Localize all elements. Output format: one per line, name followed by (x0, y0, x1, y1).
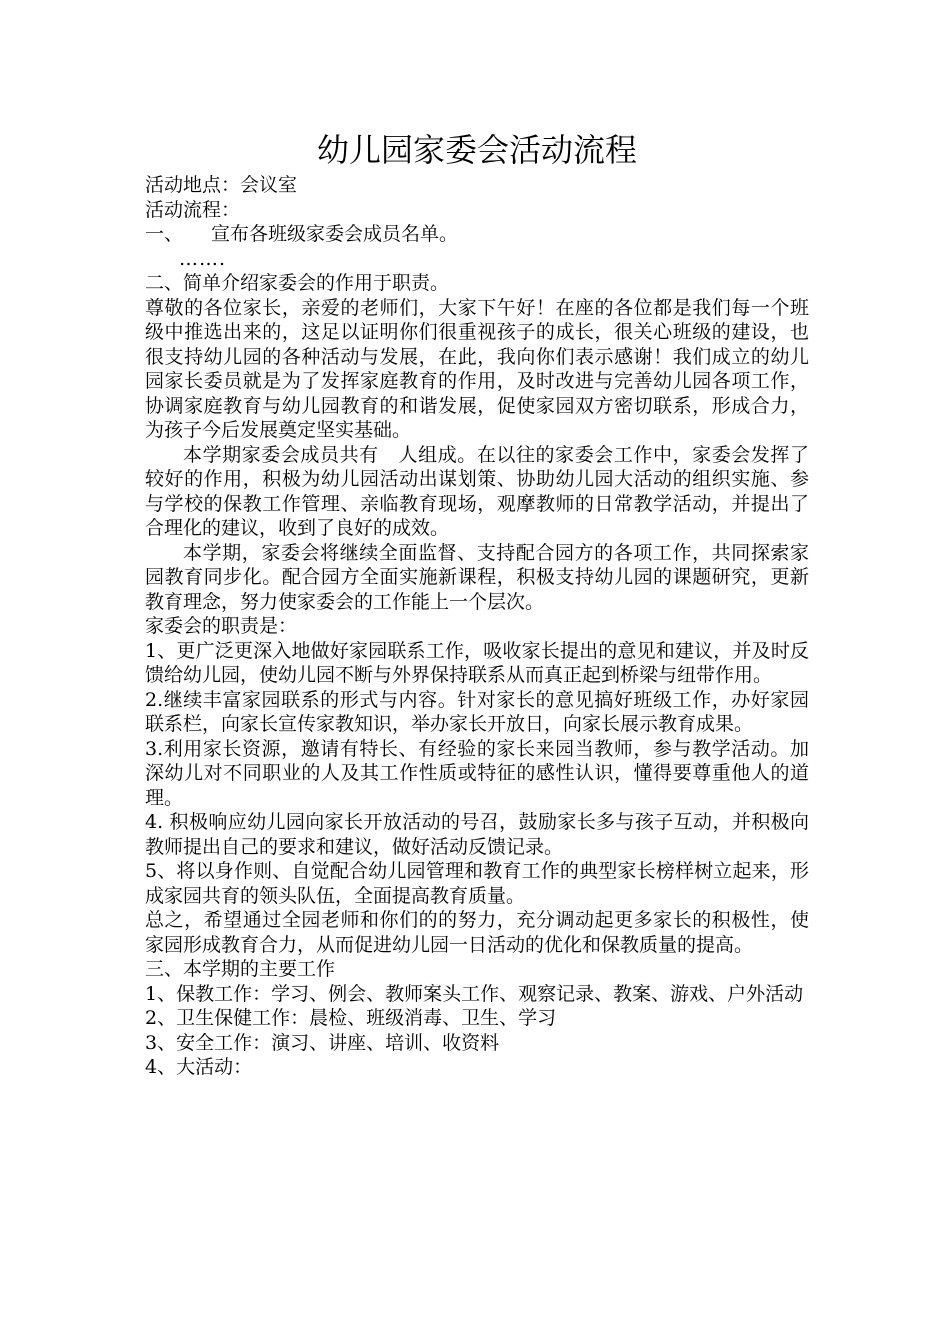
duty-item: 1、更广泛更深入地做好家园联系工作，吸收家长提出的意见和建议，并及时反馈给幼儿园，使幼儿园不断与外界保持联系从而真正起到桥梁与纽带作用。 (145, 639, 809, 686)
ellipsis-line: ……. (179, 247, 227, 270)
conclusion-paragraph: 总之，希望通过全园老师和你们的的努力，充分调动起更多家长的积极性，使家园形成教育合力，从而促进幼儿园一日活动的优化和保教质量的提高。 (145, 909, 809, 956)
section-2-heading: 二、简单介绍家委会的作用于职责。 (145, 272, 450, 294)
activity-flow-label: 活动流程： (145, 198, 241, 221)
duties-label: 家委会的职责是： (145, 615, 298, 637)
semester-paragraph: 本学期，家委会将继续全面监督、支持配合园方的各项工作，共同探索家园教育同步化。配合园方全面实施新课程，积极支持幼儿园的课题研究，更新教育理念，努力使家委会的工作能上一个层次。 (145, 541, 809, 613)
duty-item: 4. 积极响应幼儿园向家长开放活动的号召，鼓励家长多与孩子互动，并积极向教师提出自己的要求和建议，做好活动反馈记录。 (145, 811, 809, 858)
work-item: 1、保教工作：学习、例会、教师案头工作、观察记录、教案、游戏、户外活动 (145, 982, 804, 1005)
section-1 (145, 222, 809, 247)
work-item: 3、安全工作：演习、讲座、培训、收资料 (145, 1031, 500, 1054)
document-title: 幼儿园家委会活动流程 (316, 131, 637, 169)
section-1-number: 一、 (145, 223, 184, 245)
activity-location: 活动地点：会议室 (145, 174, 298, 196)
duty-item: 3.利用家长资源，邀请有特长、有经验的家长来园当教师，参与教学活动。加深幼儿对不同职业的人及其工作性质或特征的感性认识，懂得要尊重他人的道理。 (145, 737, 809, 809)
duty-item: 5、将以身作则、自觉配合幼儿园管理和教育工作的典型家长榜样树立起来，形成家园共育的领头队伍，全面提高教育质量。 (145, 860, 809, 907)
members-paragraph: 本学期家委会成员共有 人组成。在以往的家委会工作中，家委会发挥了较好的作用，积极为幼儿园活动出谋划策、协助幼儿园大活动的组织实施、参与学校的保教工作管理、亲临教育现场，观摩教师的日常教学活动，并提出了合理化的建议，收到了良好的成效。 (145, 443, 809, 539)
welcome-paragraph: 尊敬的各位家长，亲爱的老师们，大家下午好！在座的各位都是我们每一个班级中推选出来的，这足以证明你们很重视孩子的成长，很关心班级的建设，也很支持幼儿园的各种活动与发展，在此，我向你们表示感谢！我们成立的幼儿园家长委员就是为了发挥家庭教育的作用，及时改进与完善幼儿园各项工作，协调家庭教育与幼儿园教育的和谐发展，促使家园双方密切联系，形成合力，为孩子今后发展奠定坚实基础。 (145, 296, 809, 441)
section-3-heading: 三、本学期的主要工作 (145, 958, 336, 980)
section-1-text: 宣布各班级家委会成员名单。 (211, 223, 459, 245)
duty-item: 2.继续丰富家园联系的形式与内容。针对家长的意见搞好班级工作，办好家园联系栏，向家长宣传家教知识，举办家长开放日，向家长展示教育成果。 (145, 688, 809, 735)
work-item: 4、大活动： (145, 1056, 253, 1078)
document-page (145, 128, 809, 1080)
work-item: 2、卫生保健工作：晨检、班级消毒、卫生、学习 (145, 1007, 557, 1029)
